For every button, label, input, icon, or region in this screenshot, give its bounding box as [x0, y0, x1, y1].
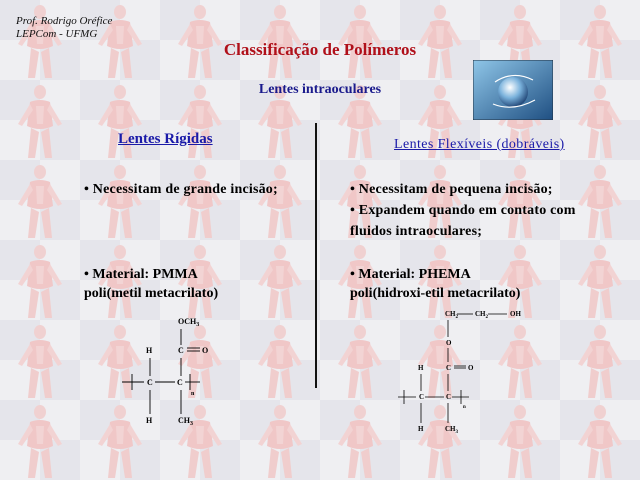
- right-bullets: [350, 179, 576, 242]
- author-credit: [16, 15, 112, 41]
- phema-ch2-a: $CH_2$: [445, 310, 458, 320]
- left-material: [84, 265, 218, 303]
- left-material-name: • Material: PMMA: [84, 267, 198, 282]
- phema-ch2-b: $CH_2$: [475, 310, 488, 320]
- right-material-fullname: poli(hidroxi-etil metacrilato): [350, 286, 521, 301]
- heading-rigid-lenses: Lentes Rígidas: [118, 131, 213, 147]
- right-material: [350, 265, 520, 303]
- phema-c-carbonyl: C: [446, 364, 452, 372]
- author-lab: LEPCom - UFMG: [16, 28, 98, 40]
- pmma-n: n: [191, 391, 195, 397]
- right-bullet-incision: • Necessitam de pequena incisão;: [350, 182, 553, 197]
- left-material-fullname: poli(metil metacrilato): [84, 286, 219, 301]
- phema-o-ester: O: [446, 339, 452, 347]
- phema-ch3: $CH_3$: [445, 425, 458, 435]
- phema-oh: OH: [510, 310, 521, 318]
- pmma-h-top: H: [146, 346, 153, 355]
- pmma-och3: $OCH_3$: [178, 317, 200, 328]
- pmma-structure-diagram: [120, 310, 220, 430]
- page-title: Classificação de Polímeros: [223, 40, 417, 59]
- eye-lens-logo-icon: [473, 60, 553, 120]
- phema-o-carbonyl: O: [468, 364, 474, 372]
- phema-structure-diagram: [395, 305, 535, 440]
- pmma-ch3: $CH_3$: [178, 416, 193, 427]
- right-material-name: • Material: PHEMA: [350, 267, 471, 282]
- phema-h-top: H: [418, 364, 424, 372]
- heading-flexible-lenses: Lentes Flexíveis (dobráveis): [394, 137, 565, 152]
- pmma-o-carbonyl: O: [202, 346, 209, 355]
- pmma-c-right: C: [177, 378, 183, 387]
- author-name: Prof. Rodrigo Oréfice: [16, 15, 113, 27]
- right-bullet-expand-cont: fluidos intraoculares;: [350, 224, 483, 239]
- pmma-c-carbonyl: C: [178, 346, 184, 355]
- column-divider: [315, 123, 317, 388]
- right-bullet-expand: • Expandem quando em contato com: [350, 203, 576, 218]
- phema-c-left: C: [419, 393, 425, 401]
- phema-c-right: C: [446, 393, 452, 401]
- page-subtitle: Lentes intraoculares: [258, 82, 382, 97]
- pmma-h-bottom: H: [146, 416, 153, 425]
- phema-h-bottom: H: [418, 425, 424, 433]
- left-bullet-incision: • Necessitam de grande incisão;: [84, 182, 278, 197]
- phema-n: n: [463, 405, 466, 410]
- pmma-c-left: C: [147, 378, 153, 387]
